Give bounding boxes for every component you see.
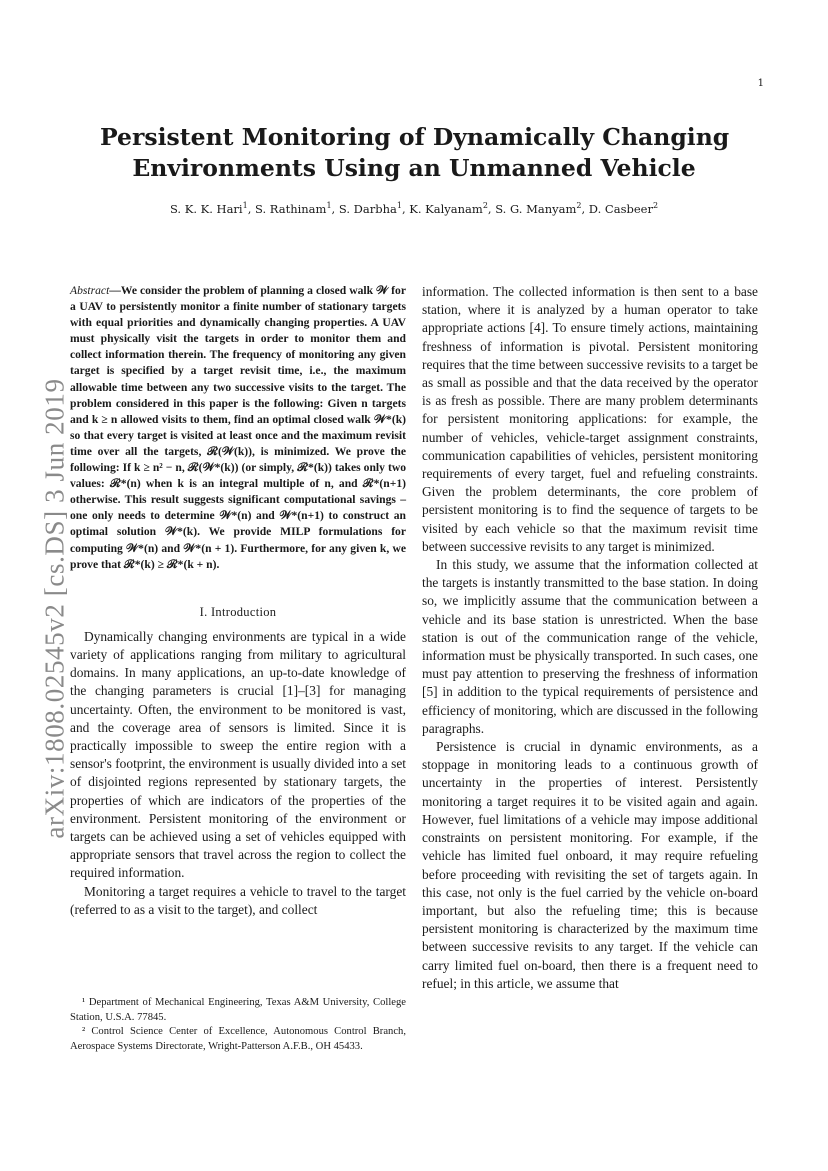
- section-heading: I. Introduction: [199, 604, 277, 619]
- author-name: S. K. K. Hari: [169, 202, 243, 216]
- left-column: [70, 283, 406, 919]
- author-name: S. G. Manyam: [495, 202, 577, 216]
- author-name: D. Casbeer: [588, 202, 653, 216]
- abstract: [70, 283, 406, 573]
- affiliation-mark: 2: [482, 201, 488, 211]
- body-paragraph: information. The collected information is then sent to a base station, where it is analyzed by a human operator to take appropriate actions [4]. To ensure timely actions, maintaining freshness of information is pivotal. Persistent monitoring requires that the time between successive revisits to a target be as small as possible and that the data received by the operator is as fresh as possible. There are many problem determinants for persistent monitoring applications: for example, the number of vehicles, vehicle-target assignment constraints, communication capabilities of vehicles, persistent monitoring requirements of every target, fuel and refueling constraints. Given the problem determinants, the core problem of persistent monitoring is to find the sequence of targets to be visited by each vehicle so that the maximum revisit time between successive revisits to any target is minimized.: [422, 284, 758, 554]
- paper-title: [100, 122, 728, 184]
- abstract-text: —We consider the problem of planning a closed walk 𝒲 for a UAV to persistently monitor a finite number of stationary targets with equal priorities and dynamically changing properties. A UAV must physically visit the targets in order to monitor them and collect information therein. The frequency of monitoring any given target is specified by a target revisit time, i.e., the maximum allowable time between any two successive visits to the target. The problem considered in this paper is the following: Given n targets and k ≥ n allowed visits to them, find an optimal closed walk 𝒲*(k) so that every target is visited at least once and the maximum revisit time over all the targets, ℛ(𝒲(k)), is minimized. We prove the following: If k ≥ n² − n, ℛ(𝒲*(k)) (or simply, ℛ*(k)) takes only two values: ℛ*(n) when k is an integral multiple of n, and ℛ*(n+1) otherwise. This result suggests significant computational savings – one only needs to determine 𝒲*(n) and 𝒲*(n+1) to construct an optimal solution 𝒲*(k). We provide MILP formulations for computing 𝒲*(n) and 𝒲*(n + 1). Furthermore, for any given k, we prove that ℛ*(k) ≥ ℛ*(k + n).: [70, 284, 406, 571]
- author-name: S. Darbha: [338, 202, 397, 216]
- arxiv-identifier: arXiv:1808.02545v2 [cs.DS] 3 Jun 2019: [39, 377, 70, 839]
- author-name: K. Kalyanam: [409, 202, 483, 216]
- arxiv-stamp: [35, 378, 75, 838]
- page-number: 1: [757, 78, 764, 89]
- body-paragraph: In this study, we assume that the information collected at the targets is instantly transmitted to the base station. In doing so, we implicitly assume that the communication between a vehicle and its base station is unrestricted. When the base station is out of the communication range of the vehicle, information must be physically transported. In such cases, one must pay attention to preserving the freshness of information [5] in addition to the typical requirements of persistence and efficiency of monitoring, which are discussed in the following paragraphs.: [422, 557, 758, 736]
- footnote: ² Control Science Center of Excellence, Autonomous Control Branch, Aerospace Systems Directorate, Wright-Patterson A.F.B., OH 45433.: [70, 1026, 406, 1052]
- body-paragraph: Persistence is crucial in dynamic environments, as a stoppage in monitoring leads to a continuous growth of uncertainty in the properties of interest. Persistently monitoring a target requires it to be visited again and again. However, fuel limitations of a vehicle may impose additional constraints on persistent monitoring. For example, if the vehicle has limited fuel onboard, it may require refueling before proceeding with revisiting the set of targets again. In this case, not only is the fuel carried by the vehicle on-board important, but also the refueling time; this is because persistent monitoring is characterized by the maximum time between successive revisits to any target. If the vehicle can carry limited fuel on-board, then there is a frequent need to refuel; in this article, we assume that: [422, 739, 758, 991]
- body-paragraph: Monitoring a target requires a vehicle to travel to the target (referred to as a visit to the target), and collect: [70, 883, 406, 917]
- affiliation-mark: 1: [242, 201, 248, 211]
- right-column: [422, 283, 758, 993]
- abstract-label: Abstract: [70, 284, 110, 297]
- author-name: S. Rathinam: [255, 202, 327, 216]
- footnotes: [70, 996, 406, 1054]
- affiliation-mark: 2: [576, 201, 582, 211]
- affiliation-mark: 1: [396, 201, 402, 211]
- affiliation-mark: 2: [652, 201, 659, 211]
- affiliation-mark: 1: [326, 201, 332, 211]
- author-list: S. K. K. Hari$^1$, S. Rathinam$^1$, S. Darbha$^1$, K. Kalyanam$^2$, S. G. Manyam$^2$, D. Casbeer$^2$: [169, 201, 659, 216]
- body-paragraph: Dynamically changing environments are typical in a wide variety of applications ranging from military to agricultural domains. In many applications, an up-to-date knowledge of the changing parameters is crucial [1]–[3] for managing uncertainty. Often, the environment to be monitored is vast, and the coverage area of sensors is limited. Since it is practically impossible to sweep the entire region with a sensor's footprint, the environment is usually divided into a set of disjointed regions represented by stationary targets, the properties of which are indicators of the properties of the environment. Persistent monitoring of the environment or targets can be achieved using a set of vehicles equipped with appropriate sensors that travel across the region to collect the required information.: [70, 628, 406, 881]
- title-line: Persistent Monitoring of Dynamically Changing: [100, 123, 730, 151]
- title-line: Environments Using an Unmanned Vehicle: [132, 154, 696, 182]
- footnote: ¹ Department of Mechanical Engineering, Texas A&M University, College Station, U.S.A. 77845.: [70, 997, 406, 1023]
